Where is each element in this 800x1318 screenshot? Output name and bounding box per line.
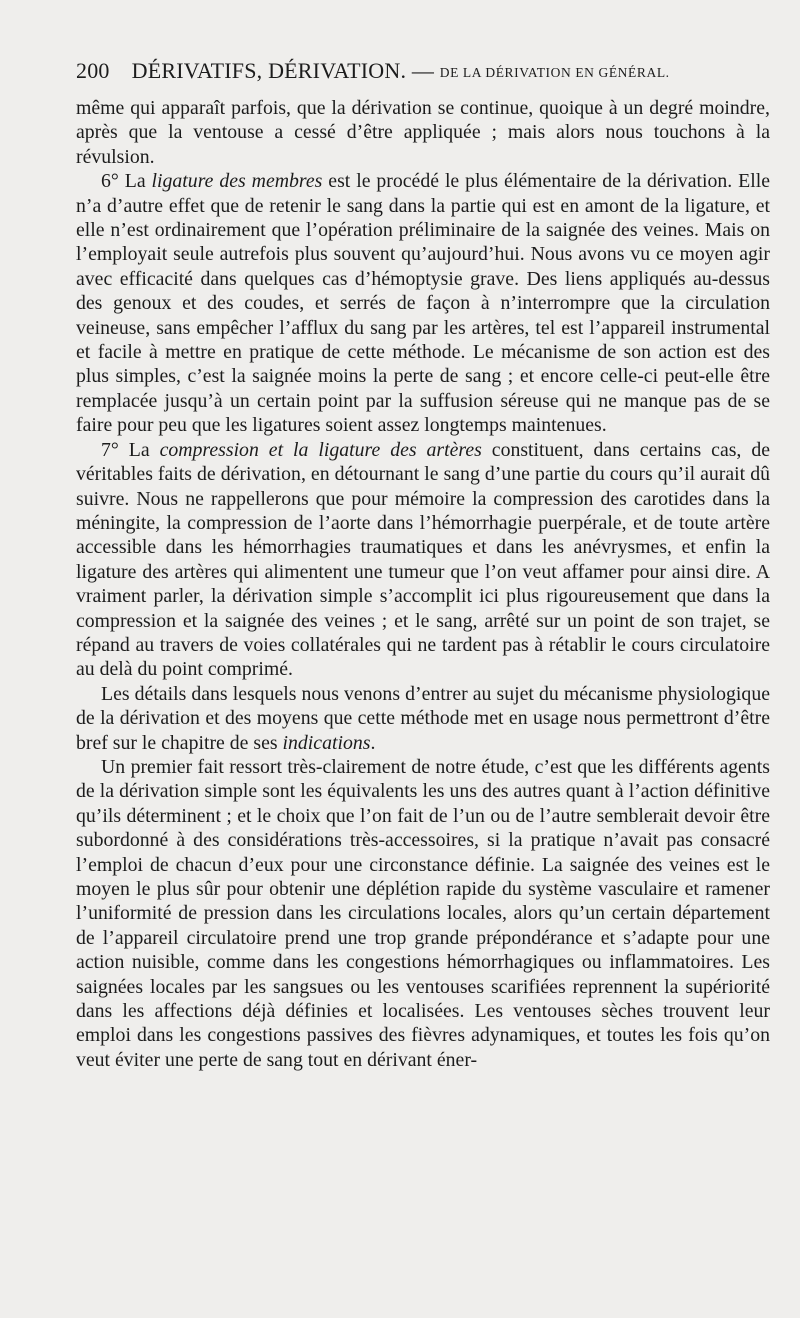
paragraph-continuation <box>76 96 770 169</box>
page-number: 200 <box>76 58 110 83</box>
paragraph-ligature-membres <box>76 169 770 437</box>
header-separator: — <box>406 58 440 83</box>
paragraph-compression-arteres <box>76 438 770 682</box>
paragraph-details <box>76 682 770 755</box>
paragraph-prefix: 6° La <box>101 170 152 193</box>
paragraph-text: . <box>370 731 376 754</box>
paragraph-prefix: Les détails dans lesquels nous venons d’entrer au sujet du mécanisme physiologique de la dérivation et des moyens que cette méthode met en usage nous permettront d’être bref sur le chapitre de ses <box>76 682 770 754</box>
paragraph-text: même qui apparaît parfois, que la dérivation se continue, quoique à un degré moindre, après que la ventouse a cessé d’être appliquée ; mais alors nous touchons à la révulsion. <box>76 97 770 168</box>
paragraph-text: Un premier fait ressort très-clairement de notre étude, c’est que les différents agents de la dérivation simple sont les équivalents les uns des autres quant à l’action définitive qu’ils déterminent ; et le choix que l’on fait de l’un ou de l’autre semblerait devoir être subordonné à des considérations très-accessoires, si la pratique n’avait pas consacré l’emploi de chacun d’eux pour une circonstance définie. La saignée des veines est le moyen le plus sûr pour obtenir une déplétion rapide du système vasculaire et ramener l’uniformité de pression dans les circulations locales, alors qu’un certain département de l’appareil circulatoire prend une trop grande prépondérance et s’adapte pour une action nuisible, comme dans les congestions hémorrhagiques ou inflammatoires. Les saignées locales par les sangsues ou les ventouses scarifiées reprennent la supériorité dans les affections déjà définies et localisées. Les ventouses sèches trouvent leur emploi dans les congestions passives des fièvres adynamiques, et toutes les fois qu’on veut éviter une perte de sang tout en dérivant éner- <box>76 755 770 1071</box>
paragraph-prefix: 7° La <box>101 438 160 461</box>
paragraph-text: constituent, dans certains cas, de véritables faits de dérivation, en détournant le sang d’une partie du cours qu’il aurait dû suivre. Nous ne rappellerons que pour mémoire la compression des carotides dans la méningite, la compression de l’aorte dans l’hémorrhagie puerpérale, et de toute artère accessible dans les hémorrhagies traumatiques et dans les anévrysmes, et enfin la ligature des artères qui alimentent une tumeur que l’on veut affamer pour ainsi dire. A vraiment parler, la dérivation simple s’accomplit ici plus rigoureusement que dans la compression et la saignée des veines ; et le sang, arrêté sur un point de son trajet, se répand au travers de voies collatérales qui ne tardent pas à rétablir le cours circulatoire au delà du point comprimé. <box>76 438 770 681</box>
chapter-title: DÉRIVATIFS, DÉRIVATION. <box>131 58 407 83</box>
paragraph-emphasis: indications <box>282 731 371 754</box>
section-title: DE LA DÉRIVATION EN GÉNÉRAL. <box>439 65 670 80</box>
paragraph-premier-fait <box>76 755 770 1072</box>
running-head <box>76 56 770 88</box>
paragraph-text: est le procédé le plus élémentaire de la dérivation. Elle n’a d’autre effet que de retenir le sang dans la partie qui est en amont de la ligature, et elle n’est ordinairement que l’opération préliminaire de la saignée des veines. Mais on l’employait seule autrefois plus souvent qu’aujourd’hui. Nous avons vu ce moyen agir avec efficacité dans quelques cas d’hémoptysie grave. Des liens appliqués au-dessus des genoux et des coudes, et serrés de façon à n’interrompre que la circulation veineuse, sans empêcher l’afflux du sang par les artères, tel est l’appareil instrumental et facile à mettre en pratique de cette méthode. Le mécanisme de son action est des plus simples, c’est la saignée moins la perte de sang ; et encore celle-ci peut-elle être remplacée jusqu’à un certain point par la suffusion séreuse qui ne manque pas de se faire pour peu que les ligatures soient assez longtemps maintenues. <box>76 170 770 437</box>
body-text <box>76 96 770 1072</box>
paragraph-emphasis: compression et la ligature des artères <box>159 438 482 461</box>
paragraph-emphasis: ligature des membres <box>151 170 323 193</box>
